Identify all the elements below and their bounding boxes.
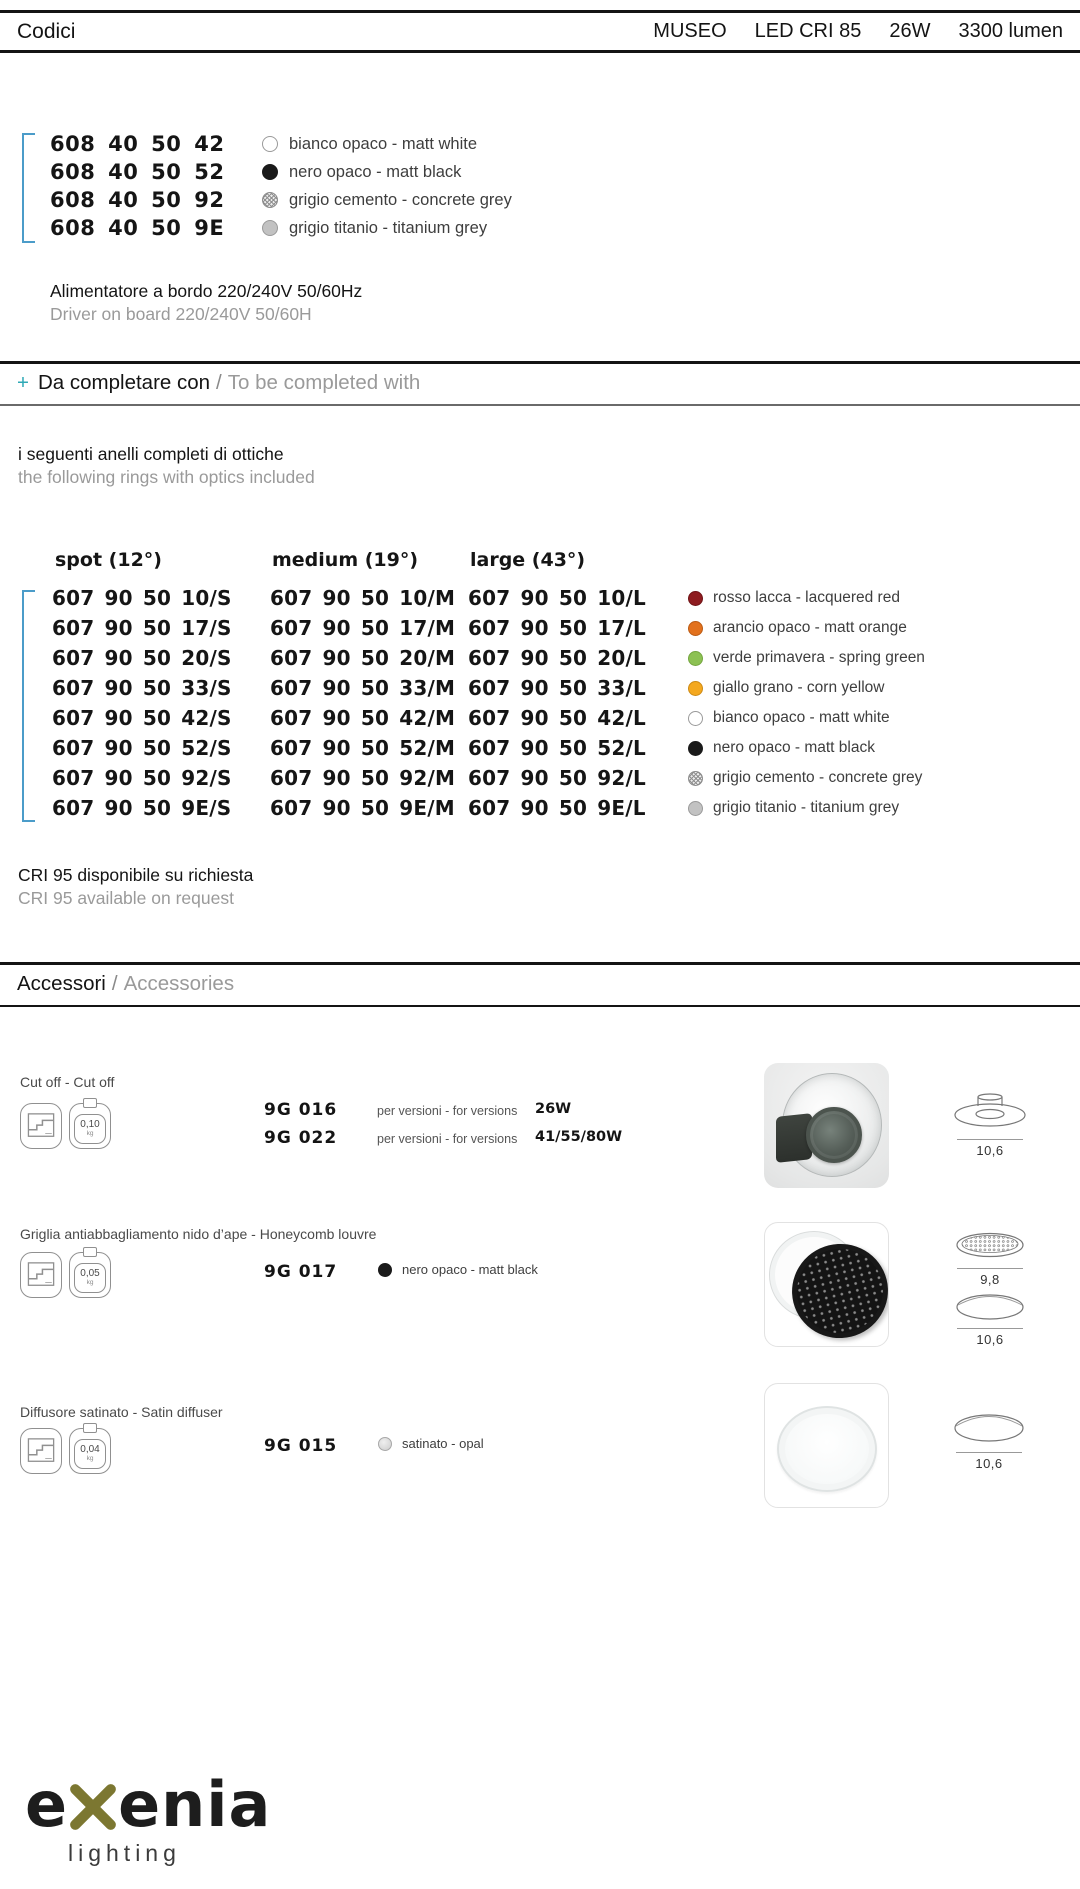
accessory-code: 9G 015 [264, 1436, 338, 1456]
accessory-name-honeycomb: Griglia antiabbagliamento nido d’ape - Honeycomb louvre [20, 1226, 377, 1242]
finish-option [262, 186, 512, 214]
optic-code: 607 90 50 42/S [52, 706, 232, 730]
optics-header-spot: spot (12°) [55, 549, 162, 571]
optic-code: 607 90 50 42/M [270, 706, 456, 730]
optic-code: 607 90 50 52/S [52, 736, 232, 760]
weight-unit: kg [86, 1279, 94, 1286]
finish-option [688, 763, 925, 793]
finish-swatch-icon [688, 681, 703, 696]
disc-dimension-drawing [955, 1292, 1025, 1322]
honeycomb-photo [764, 1222, 889, 1347]
dimension-label: 10,6 [975, 1456, 1003, 1471]
section-title-it: Da completare con [37, 371, 211, 394]
dimension-line [956, 1452, 1022, 1453]
spec-cri: LED CRI 85 [754, 20, 862, 42]
optic-code: 607 90 50 20/M [270, 646, 456, 670]
finish-label: bianco opaco - matt white [289, 134, 478, 153]
finish-label: nero opaco - matt black [713, 739, 875, 756]
accessories-title-en: Accessories [123, 972, 235, 995]
optic-code: 607 90 50 33/M [270, 676, 456, 700]
weight-icon-body [74, 1114, 106, 1144]
honeycomb-dimension-drawing [955, 1231, 1025, 1259]
accessories-title-it: Accessori [17, 972, 106, 995]
dimension-label: 10,6 [976, 1143, 1004, 1158]
product-code: 608 40 50 52 [50, 160, 225, 184]
finish-label: bianco opaco - matt white [713, 709, 890, 726]
optic-code: 607 90 50 9E/M [270, 796, 455, 820]
optic-code: 607 90 50 52/M [270, 736, 456, 760]
product-codes [50, 130, 224, 242]
finish-swatch-icon [688, 711, 703, 726]
optic-code: 607 90 50 92/M [270, 766, 456, 790]
optic-code: 607 90 50 33/L [468, 676, 646, 700]
weight-icon-body [74, 1263, 106, 1293]
dimension-line [957, 1268, 1023, 1269]
finish-label: satinato - opal [402, 1436, 484, 1451]
optic-code: 607 90 50 9E/L [468, 796, 646, 820]
weight-value: 0,05 [80, 1268, 100, 1279]
finish-label: arancio opaco - matt orange [713, 619, 907, 636]
spec-lumen: 3300 lumen [958, 20, 1063, 42]
finish-option [688, 643, 925, 673]
finish-option [262, 130, 512, 158]
optic-code: 607 90 50 10/M [270, 586, 456, 610]
logo-text-right: enia [118, 1768, 272, 1841]
finish-label: nero opaco - matt black [402, 1262, 538, 1277]
logo-subtitle: lighting [68, 1840, 181, 1866]
optics-bracket [22, 590, 35, 822]
optic-code: 607 90 50 9E/S [52, 796, 232, 820]
finish-option [688, 733, 925, 763]
section-accessories [0, 962, 1080, 1007]
dimension-line [957, 1328, 1023, 1329]
cri-note-it: CRI 95 disponibile su richiesta [18, 865, 254, 885]
finish-swatch-icon [262, 164, 278, 180]
finish-label: grigio titanio - titanium grey [289, 218, 488, 237]
section-complete-with [0, 361, 1080, 406]
finish-option [688, 703, 925, 733]
accessory-finish [378, 1436, 484, 1451]
header [0, 13, 1080, 50]
weight-unit: kg [86, 1130, 94, 1137]
cutoff-dimension-drawing [938, 1088, 1042, 1134]
page-title: Codici [17, 19, 76, 43]
profile-icon [20, 1428, 62, 1474]
finish-swatch-icon [262, 192, 278, 208]
product-name: MUSEO [653, 20, 727, 42]
finish-label: rosso lacca - lacquered red [713, 589, 900, 606]
finish-swatch-icon [378, 1263, 392, 1277]
accessory-finish [378, 1262, 538, 1277]
optic-code: 607 90 50 17/L [468, 616, 646, 640]
accessory-code: 9G 016 [264, 1100, 338, 1120]
dimension-line [957, 1139, 1023, 1140]
accessory-version-value: 26W [535, 1101, 572, 1117]
accessory-code: 9G 017 [264, 1262, 338, 1282]
satin-disc [777, 1406, 877, 1492]
optics-codes-medium [270, 583, 455, 823]
weight-icon-handle [83, 1423, 97, 1433]
weight-icon [69, 1103, 111, 1149]
optic-code: 607 90 50 17/S [52, 616, 232, 640]
weight-icon [69, 1252, 111, 1298]
driver-note-en: Driver on board 220/240V 50/60H [50, 304, 312, 324]
diffuser-photo [764, 1383, 889, 1508]
rings-intro-it: i seguenti anelli completi di ottiche [18, 444, 284, 464]
weight-icon-handle [83, 1247, 97, 1257]
optic-code: 607 90 50 92/L [468, 766, 646, 790]
finish-label: nero opaco - matt black [289, 162, 462, 181]
finish-swatch-icon [688, 591, 703, 606]
logo-x-icon [65, 1779, 121, 1835]
optics-codes-large [468, 583, 646, 823]
dimension-label: 9,8 [980, 1272, 1000, 1287]
driver-note [50, 280, 362, 326]
accessory-icons-diffuser [20, 1428, 111, 1474]
optic-code: 607 90 50 33/S [52, 676, 232, 700]
codes-bracket [22, 133, 35, 243]
accessory-version-note: per versioni - for versions [377, 1132, 518, 1146]
product-code: 608 40 50 42 [50, 132, 225, 156]
weight-icon [69, 1428, 111, 1474]
diffuser-dimension-drawing [953, 1412, 1025, 1444]
finish-swatch-icon [688, 801, 703, 816]
finish-swatch-icon [688, 621, 703, 636]
finish-label: grigio cemento - concrete grey [289, 190, 512, 209]
finish-option [688, 583, 925, 613]
finish-swatch-icon [262, 220, 278, 236]
lamp-lens [806, 1107, 862, 1163]
optics-header-medium: medium (19°) [272, 549, 419, 571]
section-title-separator: / [216, 371, 222, 394]
finish-label: grigio cemento - concrete grey [713, 769, 923, 786]
weight-icon-body [74, 1439, 106, 1469]
accessory-icons-honeycomb [20, 1252, 111, 1298]
weight-value: 0,04 [80, 1444, 100, 1455]
optics-header-large: large (43°) [470, 549, 586, 571]
finish-option [688, 673, 925, 703]
cri-note-en: CRI 95 available on request [18, 888, 234, 908]
accessories-title-separator: / [111, 972, 118, 995]
finish-swatch-icon [688, 651, 703, 666]
optics-codes-spot [52, 583, 232, 823]
finish-label: verde primavera - spring green [713, 649, 925, 666]
section-title-en: To be completed with [227, 371, 421, 394]
rings-intro [18, 443, 315, 489]
finish-label: grigio titanio - titanium grey [713, 799, 900, 816]
rings-intro-en: the following rings with optics included [18, 467, 315, 487]
optic-code: 607 90 50 10/S [52, 586, 232, 610]
cutoff-photo [764, 1063, 889, 1188]
product-code: 608 40 50 9E [50, 216, 225, 240]
optic-code: 607 90 50 10/L [468, 586, 646, 610]
weight-unit: kg [86, 1455, 94, 1462]
dimension-label: 10,6 [976, 1332, 1004, 1347]
finish-swatch-icon [262, 136, 278, 152]
product-code: 608 40 50 92 [50, 188, 225, 212]
brand-logo [25, 1768, 271, 1842]
accessory-code: 9G 022 [264, 1128, 338, 1148]
finish-label: giallo grano - corn yellow [713, 679, 885, 696]
product-specs [653, 20, 1063, 43]
header-bottom-rule [0, 50, 1080, 53]
accessory-name-cutoff: Cut off - Cut off [20, 1074, 115, 1090]
profile-icon [20, 1252, 62, 1298]
finish-option [262, 158, 512, 186]
accessory-name-diffuser: Diffusore satinato - Satin diffuser [20, 1404, 223, 1420]
optics-finishes [688, 583, 925, 823]
optic-code: 607 90 50 20/L [468, 646, 646, 670]
finish-option [688, 613, 925, 643]
optic-code: 607 90 50 92/S [52, 766, 232, 790]
optic-code: 607 90 50 52/L [468, 736, 646, 760]
optic-code: 607 90 50 17/M [270, 616, 456, 640]
optic-code: 607 90 50 42/L [468, 706, 646, 730]
cri-note [18, 864, 253, 910]
accessory-version-note: per versioni - for versions [377, 1104, 518, 1118]
finish-swatch-icon [378, 1437, 392, 1451]
finish-option [688, 793, 925, 823]
accessory-version-value: 41/55/80W [535, 1129, 623, 1145]
codes-finishes [262, 130, 512, 242]
weight-value: 0,10 [80, 1119, 100, 1130]
spec-watt: 26W [889, 20, 931, 42]
weight-icon-handle [83, 1098, 97, 1108]
logo-text-left: e [25, 1768, 69, 1841]
finish-swatch-icon [688, 771, 703, 786]
finish-swatch-icon [688, 741, 703, 756]
optic-code: 607 90 50 20/S [52, 646, 232, 670]
driver-note-it: Alimentatore a bordo 220/240V 50/60Hz [50, 281, 363, 301]
profile-icon [20, 1103, 62, 1149]
plus-icon: + [17, 371, 29, 394]
accessory-icons-cutoff [20, 1103, 111, 1149]
finish-option [262, 214, 512, 242]
